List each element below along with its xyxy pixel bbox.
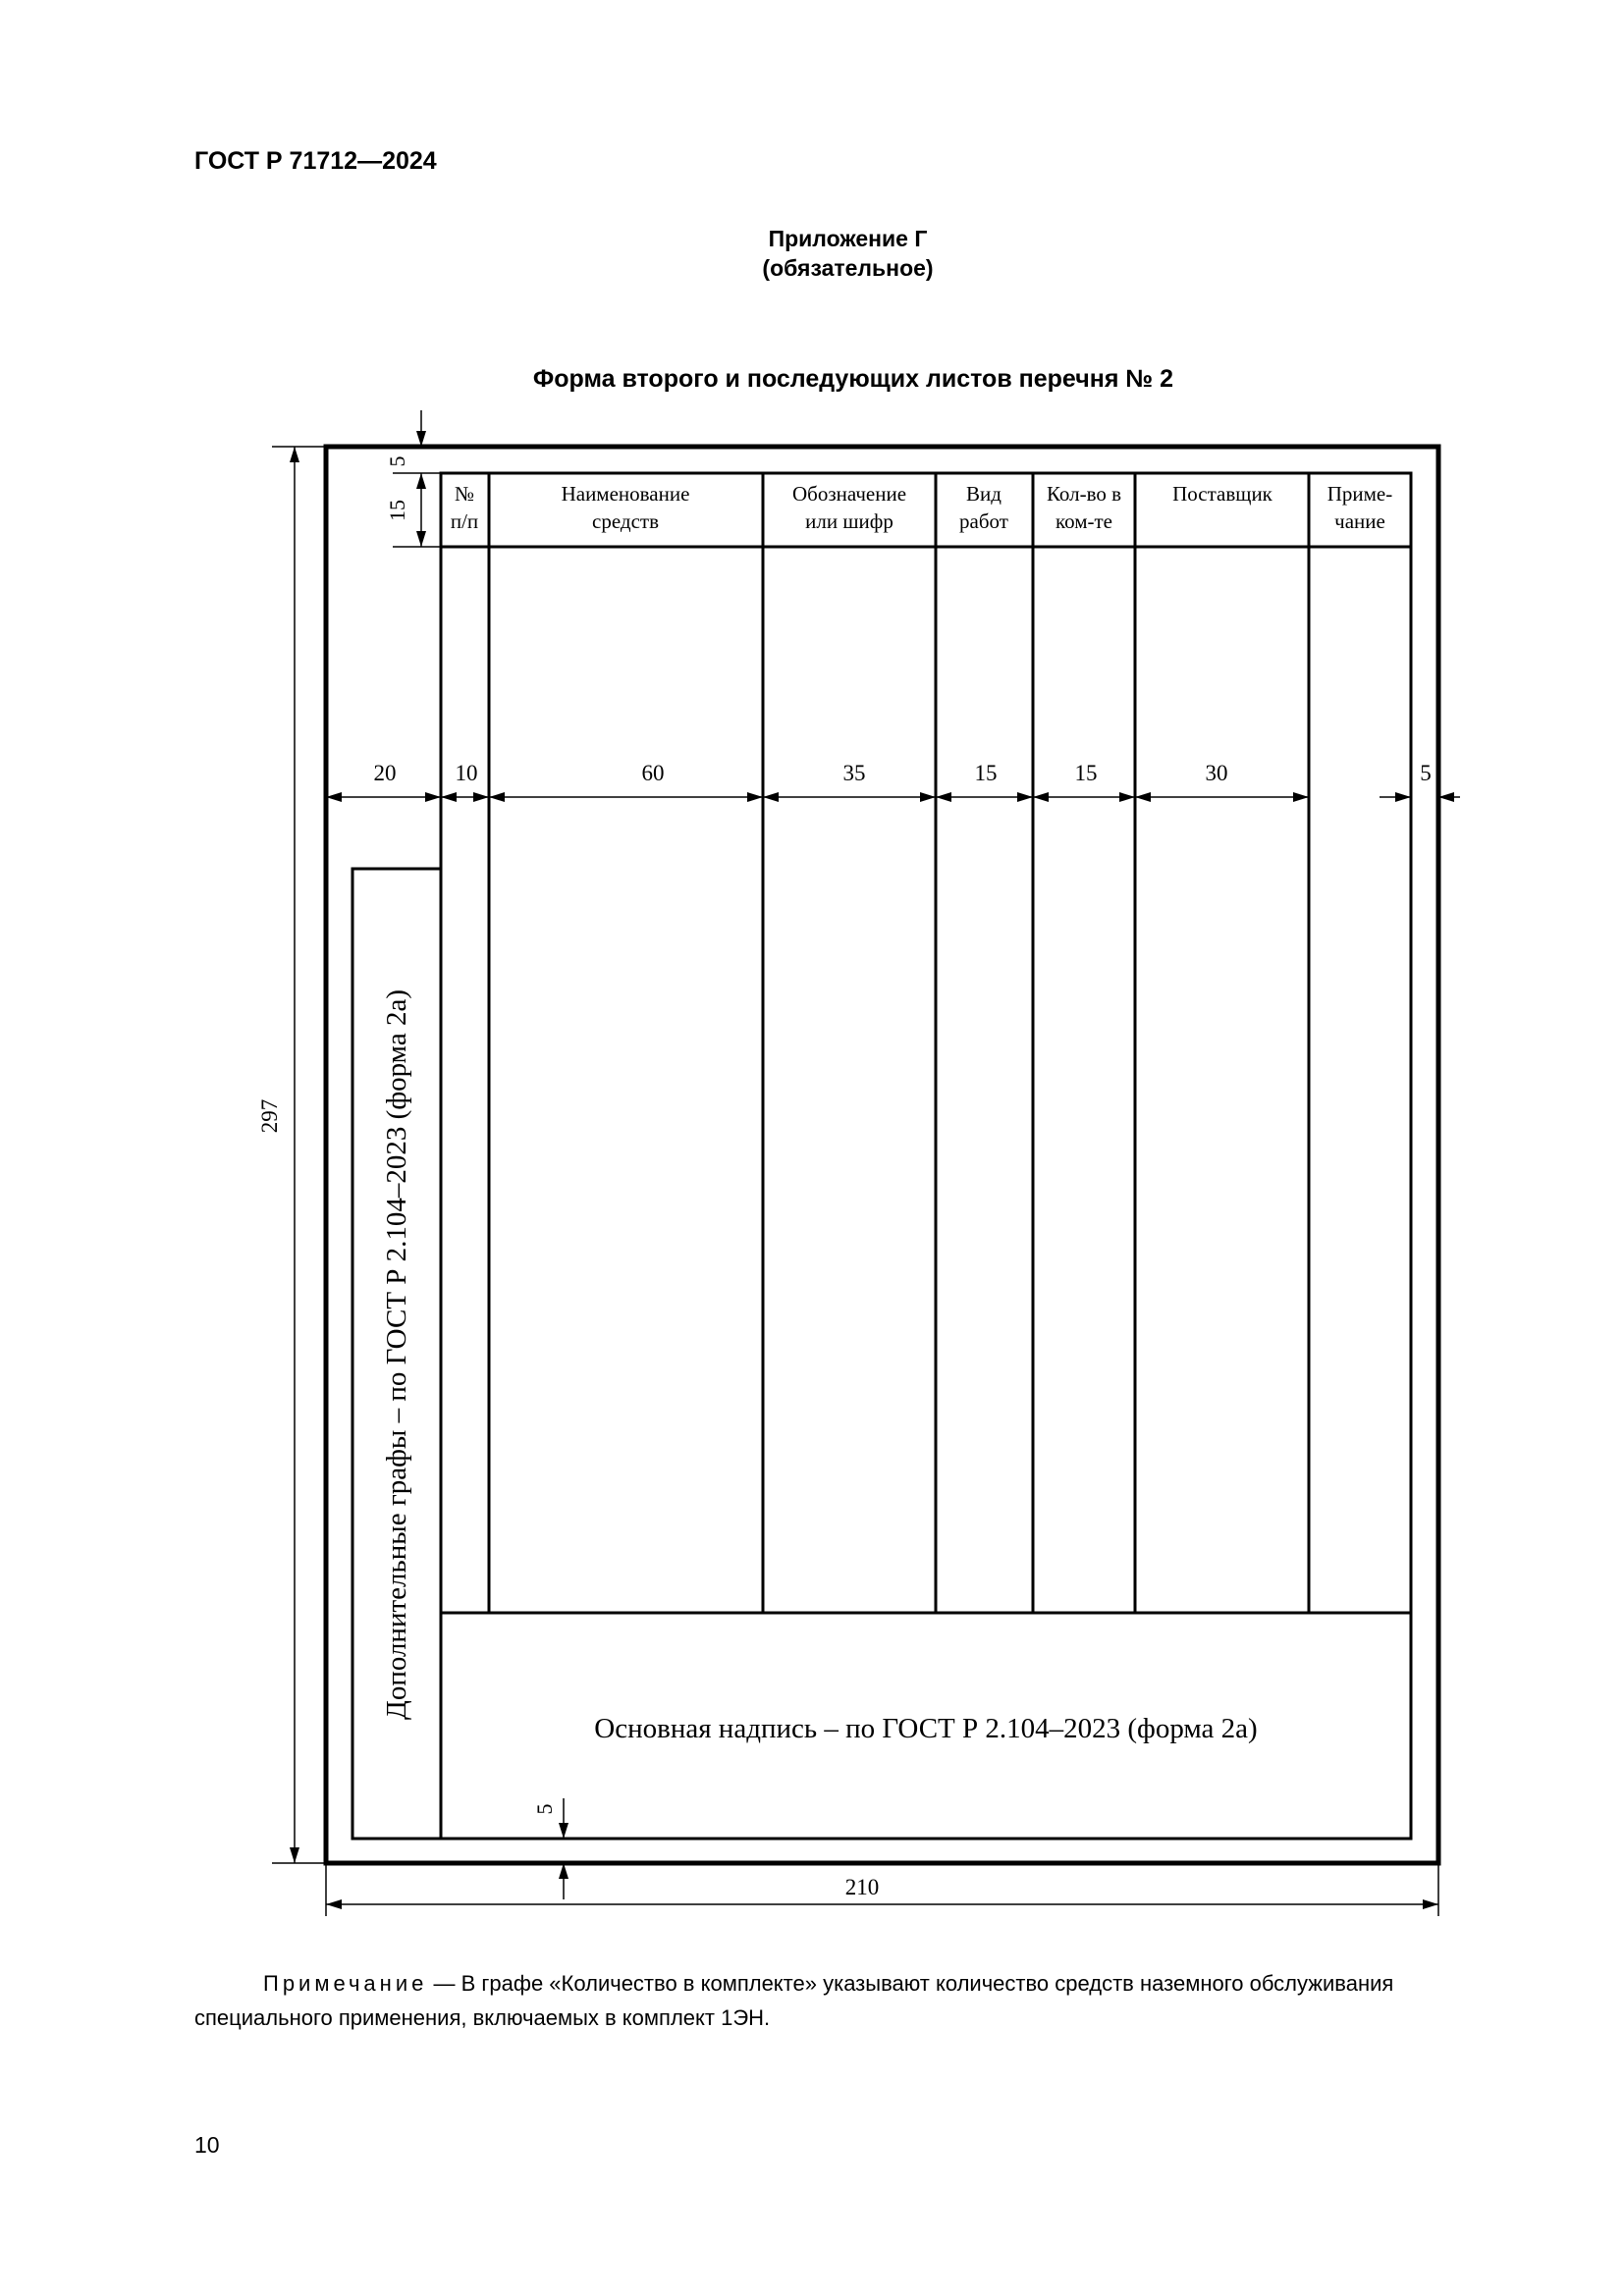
col-header-line2: ком-те <box>1055 509 1113 533</box>
col-header-line2: п/п <box>450 509 479 533</box>
dim-col-width: 15 <box>1074 761 1098 785</box>
dim-col-width: 35 <box>842 761 866 785</box>
col-header-line1: № <box>454 482 475 506</box>
dim-bottom-margin: 5 <box>532 1803 557 1815</box>
sheet-frame <box>326 447 1438 1863</box>
dim-col-width: 60 <box>641 761 665 785</box>
dim-right-margin: 5 <box>1420 761 1432 785</box>
dim-left-margin: 20 <box>373 761 397 785</box>
dim-header-height: 15 <box>385 500 409 521</box>
side-label: Дополнительные графы – по ГОСТ Р 2.104–2023 (форма 2а) <box>381 989 412 1720</box>
col-header-line2: или шифр <box>805 509 893 533</box>
col-header-line2: работ <box>959 509 1008 533</box>
form-frame <box>441 473 1411 1839</box>
note <box>194 1966 1530 2035</box>
col-header-line2: чание <box>1334 509 1385 533</box>
form-title-text: Форма второго и последующих листов перечня № 2 <box>532 365 1174 393</box>
col-header-line1: Вид <box>966 482 1001 506</box>
col-header-line1: Поставщик <box>1172 482 1272 506</box>
note-text: — В графе «Количество в комплекте» указывают количество средств наземного обслуживания специального применения, включаемых в комплект 1ЭН. <box>194 1971 1394 2030</box>
dim-col-width: 10 <box>455 761 478 785</box>
dim-sheet-height: 297 <box>257 1098 282 1134</box>
col-header-line1: Наименование <box>561 482 690 506</box>
dim-col-width: 30 <box>1205 761 1228 785</box>
col-header-line2: средств <box>592 509 659 533</box>
appendix-status: (обязательное) <box>762 255 934 281</box>
col-header-line1: Кол-во в <box>1046 482 1122 506</box>
dim-sheet-width: 210 <box>844 1875 880 1899</box>
title-block-label: Основная надпись – по ГОСТ Р 2.104–2023 (форма 2а) <box>594 1713 1258 1744</box>
dim-top-margin: 5 <box>385 455 409 467</box>
col-header-line1: Приме- <box>1326 482 1393 506</box>
dim-col-width: 15 <box>974 761 998 785</box>
document-code: ГОСТ Р 71712—2024 <box>194 147 437 175</box>
note-lead: Примечание <box>263 1971 428 1996</box>
appendix-title: Приложение Г <box>768 226 928 251</box>
col-header-line1: Обозначение <box>791 482 907 506</box>
page-number: 10 <box>194 2132 220 2158</box>
